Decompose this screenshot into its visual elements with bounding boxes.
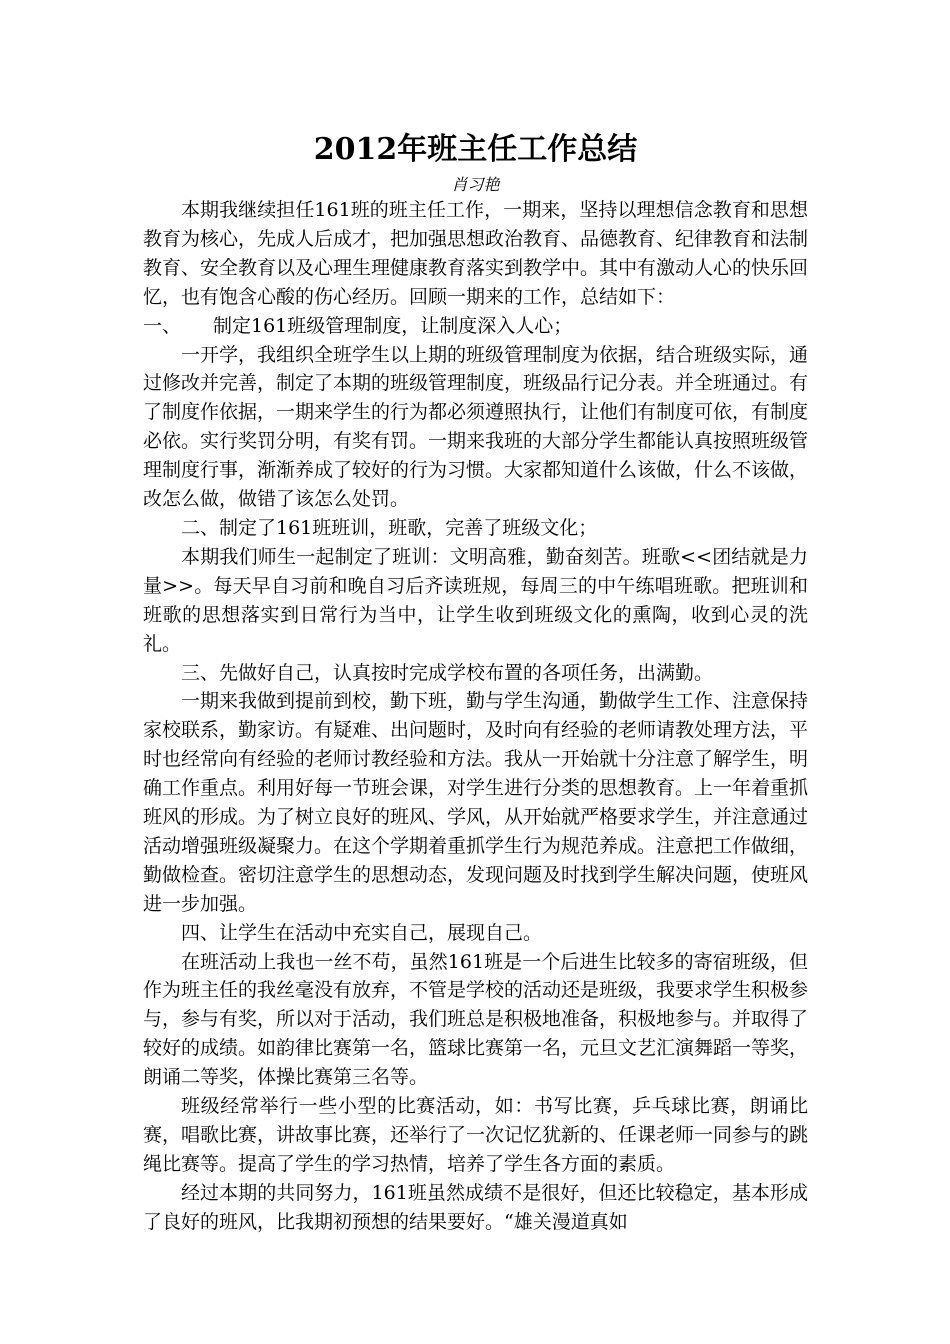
document-body xyxy=(143,196,808,1237)
paragraph-self-work: 一期来我做到提前到校，勤下班，勤与学生沟通，勤做学生工作、注意保持家校联系，勤家访。有疑难、出问题时，及时向有经验的老师请教处理方法，平时也经常向有经验的老师讨教经验和方法。我从一开始就十分注意了解学生，明确工作重点。利用好每一节班会课，对学生进行分类的思想教育。上一年着重抓班风的形成。为了树立良好的班风、学风，从开始就严格要求学生，并注意通过活动增强班级凝聚力。在这个学期着重抓学生行为规范养成。注意把工作做细，勤做检查。密切注意学生的思想动态，发现问题及时找到学生解决问题，使班风进一步加强。 xyxy=(143,690,809,915)
section-heading-4: 四、让学生在活动中充实自己，展现自己。 xyxy=(181,921,543,944)
paragraph-summary: 经过本期的共同努力，161班虽然成绩不是很好，但还比较稳定，基本形成了良好的班风，比我期初预想的结果要好。“雄关漫道真如 xyxy=(143,1181,808,1233)
section-heading-1 xyxy=(143,312,808,341)
paragraph-intro: 本期我继续担任161班的班主任工作，一期来，坚持以理想信念教育和思想教育为核心，先成人后成才，把加强思想政治教育、品德教育、纪律教育和法制教育、安全教育以及心理生理健康教育落实到教学中。其中有激动人心的快乐回忆，也有饱含心酸的伤心经历。回顾一期来的工作，总结如下： xyxy=(143,199,809,308)
paragraph-competitions: 班级经常举行一些小型的比赛活动，如：书写比赛，乒乓球比赛，朗诵比赛，唱歌比赛，讲故事比赛，还举行了一次记忆犹新的、任课老师一同参与的跳绳比赛等。提高了学生的学习热情，培养了学生各方面的素质。 xyxy=(143,1095,809,1175)
paragraph-activities: 在班活动上我也一丝不苟，虽然161班是一个后进生比较多的寄宿班级，但作为班主任的我丝毫没有放弃，不管是学校的活动还是班级，我要求学生积极参与，参与有奖，所以对于活动，我们班总是积极地准备，积极地参与。并取得了较好的成绩。如韵律比赛第一名，篮球比赛第一名，元旦文艺汇演舞蹈一等奖，朗诵二等奖，体操比赛第三名等。 xyxy=(143,950,809,1089)
document-title: 2012年班主任工作总结 xyxy=(313,132,638,167)
section-heading-text: 制定161班级管理制度，让制度深入人心； xyxy=(213,314,573,337)
paragraph-management: 一开学，我组织全班学生以上期的班级管理制度为依据，结合班级实际，通过修改并完善，制定了本期的班级管理制度，班级品行记分表。并全班通过。有了制度作依据，一期来学生的行为都必须遵照执行，让他们有制度可依，有制度必依。实行奖罚分明，有奖有罚。一期来我班的大部分学生都能认真按照班级管理制度行事，渐渐养成了较好的行为习惯。大家都知道什么该做，什么不该做，改怎么做，做错了该怎么处罚。 xyxy=(143,343,809,511)
document-page xyxy=(143,128,808,1237)
section-number: 一、 xyxy=(143,314,182,337)
paragraph-class-culture: 本期我们师生一起制定了班训：文明高雅，勤奋刻苦。班歌<<团结就是力量>>。每天早自习前和晚自习后齐读班规，每周三的中午练唱班歌。把班训和班歌的思想落实到日常行为当中，让学生收到班级文化的熏陶，收到心灵的洗礼。 xyxy=(143,545,808,655)
author-name: 肖习艳 xyxy=(451,175,500,194)
section-heading-3: 三、先做好自己，认真按时完成学校布置的各项任务，出满勤。 xyxy=(181,661,714,684)
section-heading-2: 二、制定了161班班训，班歌，完善了班级文化； xyxy=(181,516,598,539)
